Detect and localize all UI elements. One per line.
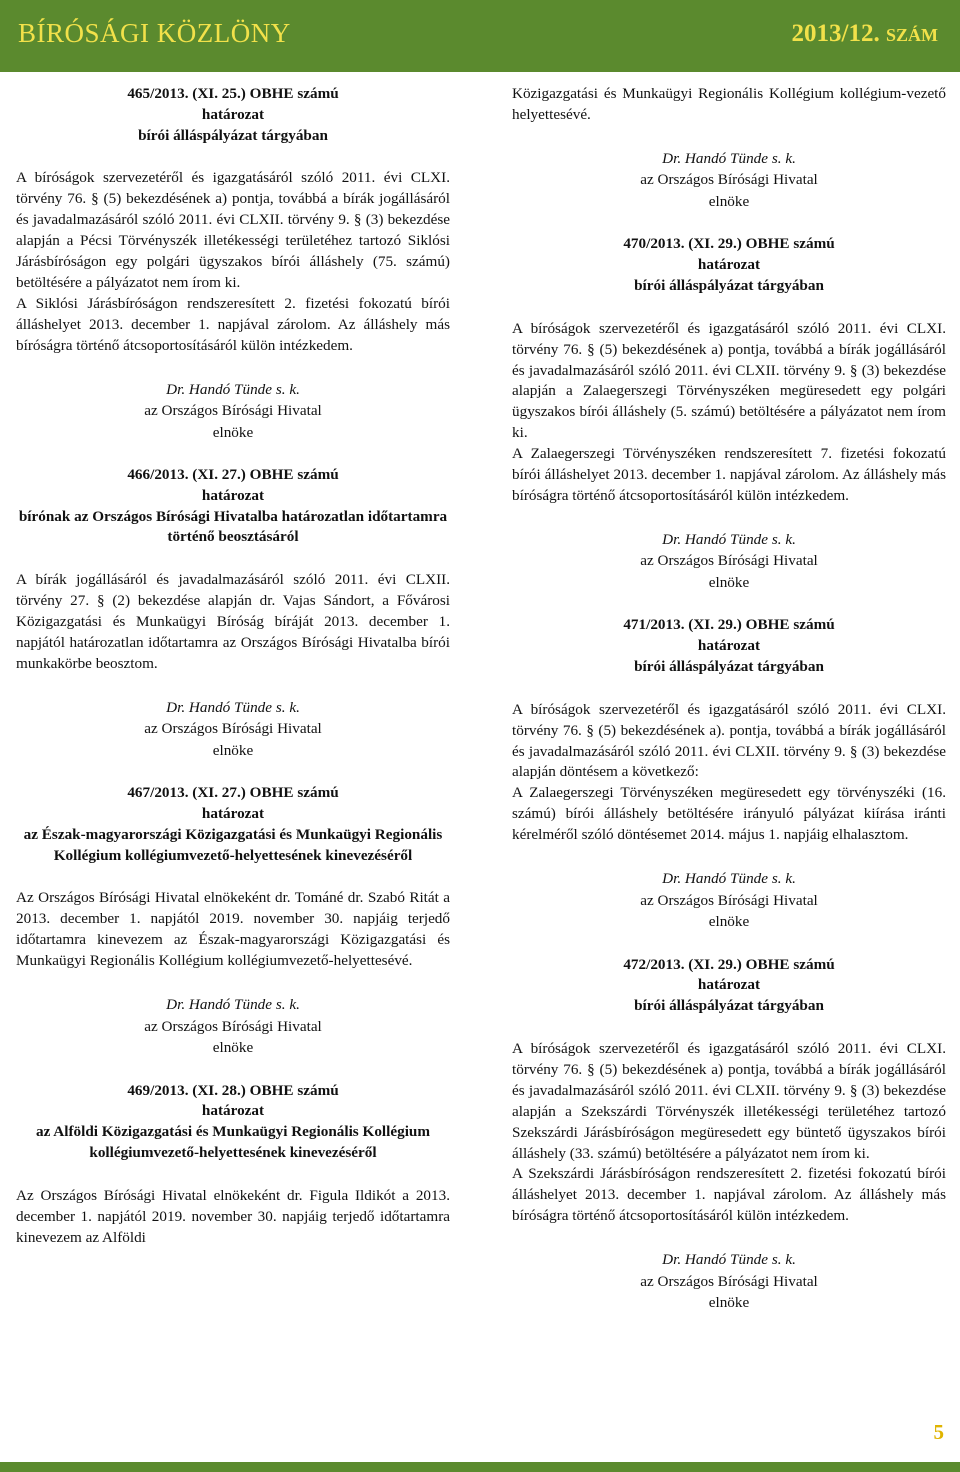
page-header: [0, 0, 960, 72]
signatory-name: Dr. Handó Tünde s. k.: [662, 870, 796, 888]
signatory-office: az Országos Bírósági Hivatal: [640, 171, 818, 189]
signatory-role: elnöke: [708, 1294, 750, 1312]
decision-type: határozat: [201, 486, 265, 504]
decision-body: Az Országos Bírósági Hivatal elnökeként dr. Tománé dr. Szabó Ritát a 2013. december 1. napjától 2019. november 30. napjáig terjedő időtartamra kinevezem az Észak-magyarországi Közigazgatási és Munkaügyi Regionális Kollégium kollégiumvezető-helyettesévé.: [16, 889, 450, 970]
signatory-office: az Országos Bírósági Hivatal: [144, 1017, 322, 1035]
signature-block: [512, 1249, 946, 1314]
decision-type: határozat: [201, 1102, 265, 1120]
decision-subject: bírói álláspályázat tárgyában: [634, 276, 824, 294]
issue-number: [792, 20, 938, 48]
signature-block: [512, 868, 946, 933]
signatory-name: Dr. Handó Tünde s. k.: [166, 380, 300, 398]
decision-467: [16, 783, 450, 1058]
decision-type: határozat: [697, 976, 761, 994]
decision-body: A bíróságok szervezetéről és igazgatásáról szóló 2011. évi CLXI. törvény 76. § (5) bekezdésének a) pontja, továbbá a bírák jogállásáról és javadalmazásáról szóló 2011. évi CLXII. törvény 9. § (3) bekezdése alapján a Zalaegerszegi Törvényszéken megüresedett egy polgári ügyszakos bírói álláshely (5. számú) betöltésére a pályázatot nem írom ki.: [512, 319, 946, 442]
decision-body: A Szekszárdi Járásbíróságon rendszeresített 2. fizetési fokozatú bírói álláshelyet 2013. december 1. napjával zárolom. Az álláshely más bíróságra történő átcsoportosításáról külön intézkedem.: [512, 1165, 946, 1225]
decision-number: 472/2013. (XI. 29.) OBHE számú: [623, 955, 835, 973]
signatory-role: elnöke: [212, 423, 254, 441]
signatory-name: Dr. Handó Tünde s. k.: [662, 149, 796, 167]
decision-number: 471/2013. (XI. 29.) OBHE számú: [623, 616, 835, 634]
decision-469: [16, 1081, 450, 1249]
decision-number: 465/2013. (XI. 25.) OBHE számú: [127, 85, 339, 102]
signature-block: [16, 994, 450, 1059]
decision-type: határozat: [697, 637, 761, 655]
signatory-role: elnöke: [212, 1039, 254, 1057]
decision-466: [16, 465, 450, 761]
signatory-role: elnöke: [212, 741, 254, 759]
signatory-role: elnöke: [708, 192, 750, 210]
footer-bar: [0, 1462, 960, 1472]
decision-title: [16, 465, 450, 548]
signatory-name: Dr. Handó Tünde s. k.: [662, 530, 796, 548]
signatory-role: elnöke: [708, 573, 750, 591]
decision-number: 467/2013. (XI. 27.) OBHE számú: [127, 784, 339, 802]
signature-block: [512, 529, 946, 594]
decision-subject: bírói álláspályázat tárgyában: [634, 657, 824, 675]
decision-type: határozat: [201, 105, 265, 123]
signature-block: [16, 697, 450, 762]
decision-471: [512, 615, 946, 932]
decision-subject: az Észak-magyarországi Közigazgatási és Munkaügyi Regionális Kollégium kollégiumvezető-helyettesének kinevezéséről: [23, 825, 443, 864]
signatory-name: Dr. Handó Tünde s. k.: [166, 996, 300, 1014]
decision-body: A bírák jogállásáról és javadalmazásáról szóló 2011. évi CLXII. törvény 27. § (2) bekezdése alapján dr. Vajas Sándort, a Fővárosi Közigazgatási és Munkaügyi Bíróság bíráját 2013. december 1. napjától határozatlan időtartamra az Országos Bírósági Hivatalba bírói munkakörbe beosztom.: [16, 571, 450, 672]
decision-type: határozat: [201, 805, 265, 823]
signature-block: [512, 148, 946, 213]
decision-title: [16, 84, 450, 146]
decision-title: [16, 1081, 450, 1164]
decision-465: [16, 84, 450, 443]
right-column: [512, 84, 946, 1314]
decision-470: [512, 234, 946, 593]
page-number: 5: [933, 1420, 944, 1444]
signatory-office: az Országos Bírósági Hivatal: [640, 552, 818, 570]
decision-body: A Siklósi Járásbíróságon rendszeresített 2. fizetési fokozatú bírói álláshelyet 2013. december 1. napjával zárolom. Az álláshely más bíróságra történő átcsoportosításáról külön intézkedem.: [16, 294, 450, 354]
decision-body-continued: Közigazgatási és Munkaügyi Regionális Kollégium kollégium-vezető helyettesévé.: [512, 85, 946, 123]
issue-word: SZÁM: [885, 25, 938, 45]
journal-title: BÍRÓSÁGI KÖZLÖNY: [18, 18, 291, 48]
signature-block: [16, 379, 450, 444]
decision-body: Az Országos Bírósági Hivatal elnökeként dr. Figula Ildikót a 2013. december 1. napjától 2019. november 30. napjáig terjedő időtartamra kinevezem az Alföldi: [16, 1186, 450, 1246]
decision-subject: bírói álláspályázat tárgyában: [634, 997, 824, 1015]
left-column: [16, 84, 450, 1248]
signatory-office: az Országos Bírósági Hivatal: [640, 891, 818, 909]
decision-title: [512, 955, 946, 1017]
decision-type: határozat: [697, 256, 761, 274]
issue-num: 2013/12.: [791, 20, 880, 47]
signatory-office: az Országos Bírósági Hivatal: [144, 402, 322, 420]
signatory-office: az Országos Bírósági Hivatal: [640, 1272, 818, 1290]
decision-body: A bíróságok szervezetéről és igazgatásáról szóló 2011. évi CLXI. törvény 76. § (5) bekezdésének a) pontja, továbbá a bírák jogállásáról és javadalmazásáról szóló 2011. évi CLXII. törvény 9. § (3) bekezdése alapján a Szekszárdi Törvényszék illetékességi területéhez tartozó Szekszárdi Járásbíróságon megüresedett egy büntető ügyszakos bírói álláshely (33. számú) betöltésére a pályázatot nem írom ki.: [512, 1039, 946, 1162]
decision-subject: az Alföldi Közigazgatási és Munkaügyi Regionális Kollégium kollégiumvezető-helyettesének kinevezéséről: [35, 1123, 431, 1161]
decision-number: 469/2013. (XI. 28.) OBHE számú: [127, 1081, 339, 1099]
signatory-name: Dr. Handó Tünde s. k.: [166, 698, 300, 716]
decision-title: [512, 234, 946, 296]
decision-body: A bíróságok szervezetéről és igazgatásáról szóló 2011. évi CLXI. törvény 76. § (5) bekezdésének a) pontja, továbbá a bírák jogállásáról és javadalmazásáról szóló 2011. évi CLXII. törvény 9. § (3) bekezdése alapján a Pécsi Törvényszék illetékességi területéhez tartozó Siklósi Járásbíróságon egy polgári ügyszakos bírói álláshely (75. számú) betöltésére a pályázatot nem írom ki.: [16, 169, 450, 291]
signatory-office: az Országos Bírósági Hivatal: [144, 720, 322, 738]
signatory-role: elnöke: [708, 913, 750, 931]
decision-number: 470/2013. (XI. 29.) OBHE számú: [623, 235, 835, 253]
decision-body: A Zalaegerszegi Törvényszéken rendszeresített 7. fizetési fokozatú bírói álláshelyet 2013. december 1. napjával zárolom. Az álláshely más bíróságra történő átcsoportosításáról külön intézkedem.: [512, 445, 946, 504]
decision-subject: bírói álláspályázat tárgyában: [138, 126, 328, 144]
decision-472: [512, 955, 946, 1314]
decision-body: A bíróságok szervezetéről és igazgatásáról szóló 2011. évi CLXI. törvény 76. § (5) bekezdésének a). pontja, továbbá a bírák jogállásáról és javadalmazásáról szóló 2011. évi CLXII. törvény 9. § (3) bekezdése alapján döntésem a következő:: [512, 700, 946, 781]
signatory-name: Dr. Handó Tünde s. k.: [662, 1251, 796, 1269]
decision-body: A Zalaegerszegi Törvényszéken megüresedett egy törvényszéki (16. számú) bírói álláshely betöltésére irányuló pályázat kiírása iránti kérelméről szóló döntésemet 2014. május 1. napjáig elhalasztom.: [512, 784, 946, 844]
decision-title: [16, 783, 450, 866]
decision-title: [512, 615, 946, 677]
decision-number: 466/2013. (XI. 27.) OBHE számú: [127, 466, 339, 484]
decision-subject: bírónak az Országos Bírósági Hivatalba határozatlan időtartamra történő beosztásáról: [18, 507, 448, 546]
